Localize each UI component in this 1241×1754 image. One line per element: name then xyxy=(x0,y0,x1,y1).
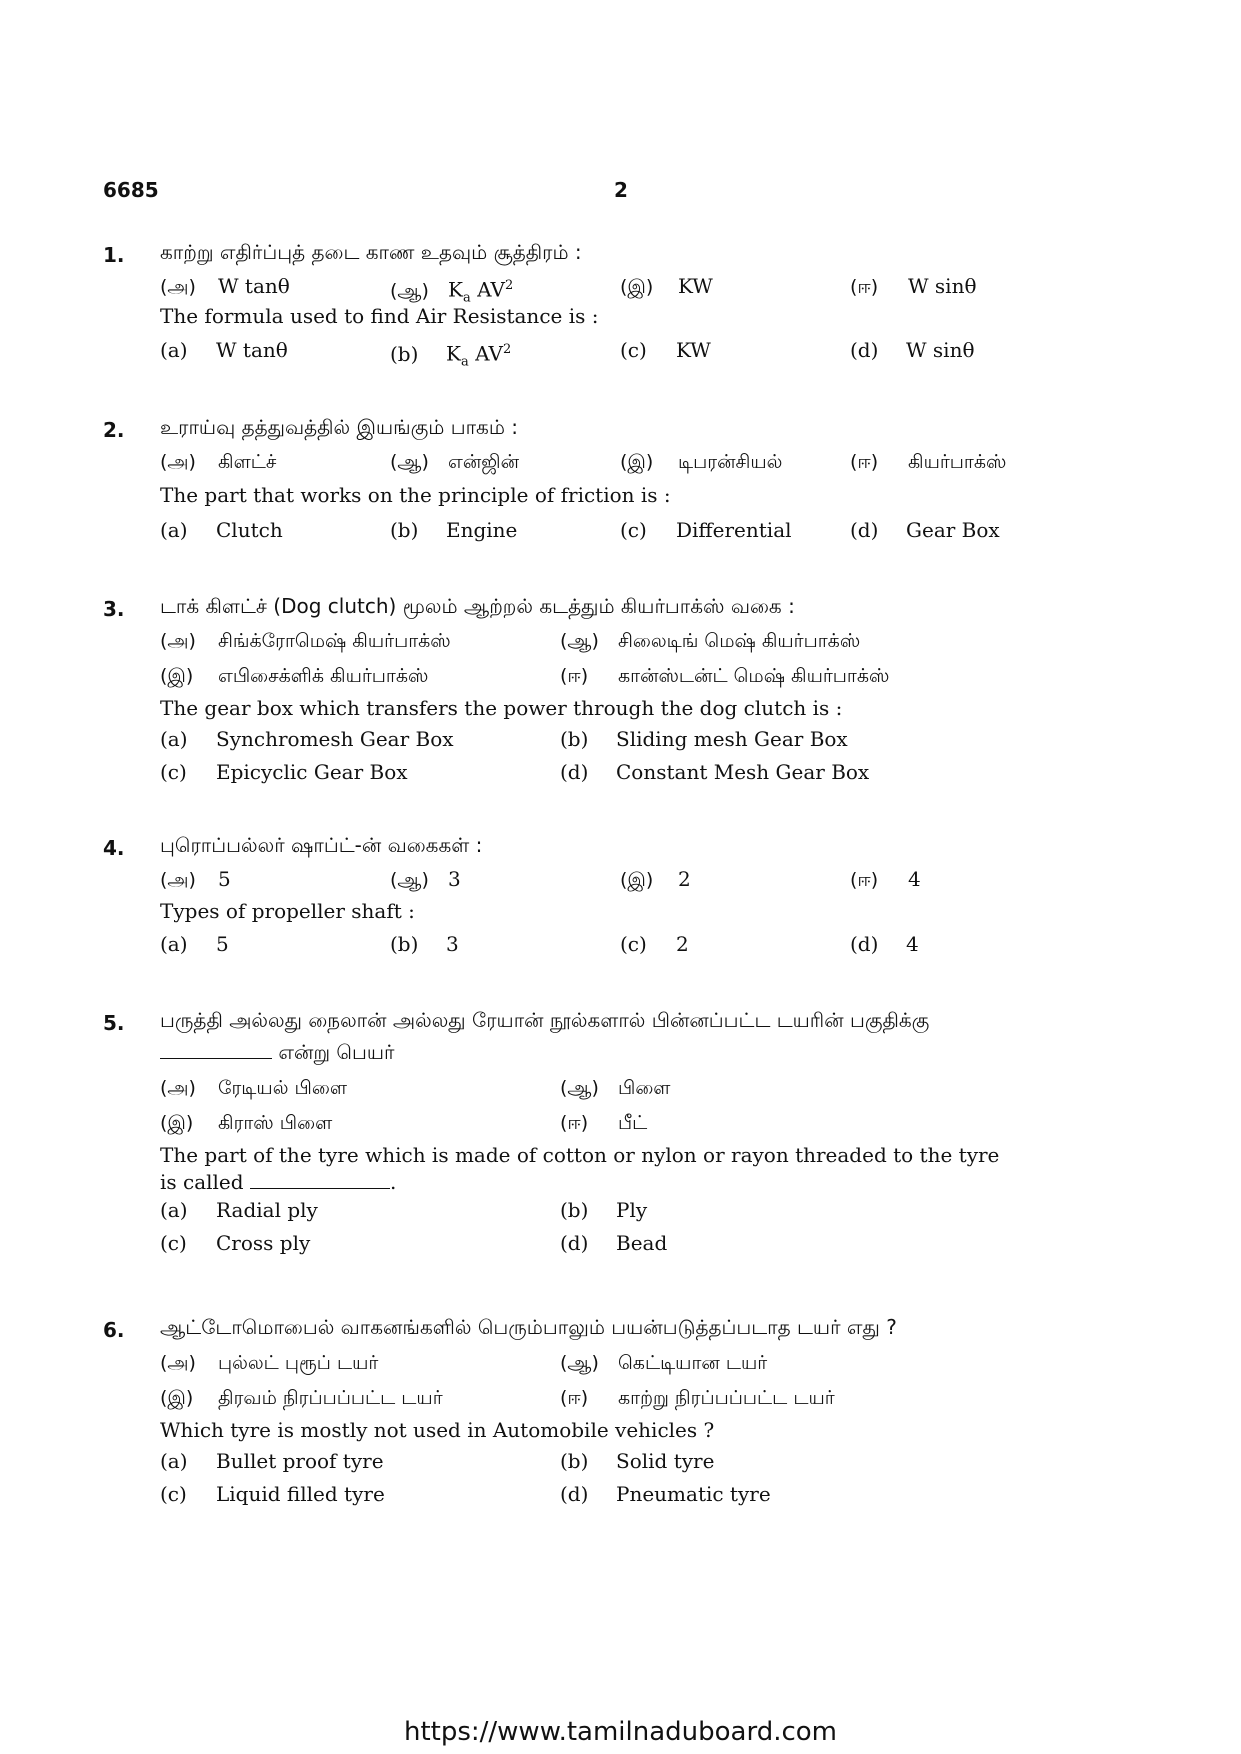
question-1 xyxy=(103,240,1113,373)
option-tamil-a: (அ) 5 xyxy=(160,867,231,891)
option-a: (a) 5 xyxy=(160,932,229,956)
question-number: 1. xyxy=(103,243,125,267)
option-tamil-c: (இ) எபிசைக்ளிக் கியர்பாக்ஸ் xyxy=(160,665,429,687)
option-c: (c) Epicyclic Gear Box xyxy=(160,760,408,784)
question-text-english: Which tyre is mostly not used in Automobile vehicles ? xyxy=(160,1418,715,1442)
option-d: (d) Constant Mesh Gear Box xyxy=(560,760,870,784)
question-number: 4. xyxy=(103,836,125,860)
question-text-english: The formula used to find Air Resistance is : xyxy=(160,304,599,328)
option-tamil-a: (அ) கிளட்ச் xyxy=(160,451,277,473)
option-tamil-b: (ஆ) சிலைடிங் மெஷ் கியர்பாக்ஸ் xyxy=(560,630,861,652)
option-a: (a) Synchromesh Gear Box xyxy=(160,727,454,751)
option-tamil-a: (அ) ரேடியல் பிளை xyxy=(160,1077,347,1099)
option-tamil-c: (இ) கிராஸ் பிளை xyxy=(160,1112,333,1134)
option-tamil-d: (ஈ) கான்ஸ்டன்ட் மெஷ் கியர்பாக்ஸ் xyxy=(560,665,890,687)
option-a: (a) Bullet proof tyre xyxy=(160,1449,384,1473)
option-b: (b) Engine xyxy=(390,518,518,542)
option-tamil-b: (ஆ) 3 xyxy=(390,867,461,891)
option-d: (d) Bead xyxy=(560,1231,668,1255)
option-b: (b) 3 xyxy=(390,932,459,956)
option-tamil-d: (ஈ) காற்று நிரப்பப்பட்ட டயர் xyxy=(560,1387,835,1409)
question-text-english: The gear box which transfers the power through the dog clutch is : xyxy=(160,696,843,720)
option-c: (c) 2 xyxy=(620,932,689,956)
question-text-english: The part of the tyre which is made of cotton or nylon or rayon threaded to the tyre xyxy=(160,1143,1000,1167)
option-tamil-c: (இ) 2 xyxy=(620,867,691,891)
option-tamil-b: (ஆ) கெட்டியான டயர் xyxy=(560,1352,768,1374)
option-d: (d) W sinθ xyxy=(850,338,975,362)
question-text-english: The part that works on the principle of friction is : xyxy=(160,483,671,507)
question-text-tamil: புரொப்பல்லர் ஷாப்ட்-ன் வகைகள் : xyxy=(160,833,483,857)
paper-code: 6685 xyxy=(103,178,159,202)
option-d: (d) 4 xyxy=(850,932,919,956)
option-b: (b) $K_a$ $AV^2$ xyxy=(390,341,512,370)
option-a: (a) W tanθ xyxy=(160,338,288,362)
question-text-tamil-line2: என்று பெயர் xyxy=(160,1037,394,1067)
question-6 xyxy=(103,1315,1113,1508)
option-tamil-a: (அ) சிங்க்ரோமெஷ் கியர்பாக்ஸ் xyxy=(160,630,451,652)
option-tamil-a: (அ) புல்லட் புரூப் டயர் xyxy=(160,1352,379,1374)
page-header xyxy=(103,178,1143,208)
page-number: 2 xyxy=(614,178,628,202)
option-b: (b) Sliding mesh Gear Box xyxy=(560,727,848,751)
option-tamil-b: (ஆ) பிளை xyxy=(560,1077,671,1099)
option-tamil-b: (ஆ) $K_a$ $AV^2$ xyxy=(390,277,514,306)
option-a: (a) Radial ply xyxy=(160,1198,318,1222)
footer-url[interactable]: https://www.tamilnaduboard.com xyxy=(403,1717,838,1747)
option-tamil-c: (இ) திரவம் நிரப்பப்பட்ட டயர் xyxy=(160,1387,443,1409)
option-d: (d) Gear Box xyxy=(850,518,1000,542)
question-text-english: Types of propeller shaft : xyxy=(160,899,415,923)
option-tamil-d: (ஈ) பீட் xyxy=(560,1112,648,1134)
option-c: (c) Cross ply xyxy=(160,1231,311,1255)
question-4 xyxy=(103,833,1113,966)
question-text-tamil: உராய்வு தத்துவத்தில் இயங்கும் பாகம் : xyxy=(160,415,519,439)
option-tamil-c: (இ) டிபரன்சியல் xyxy=(620,451,783,473)
question-number: 3. xyxy=(103,597,125,621)
option-tamil-c: (இ) KW xyxy=(620,274,713,298)
question-text-tamil: பருத்தி அல்லது நைலான் அல்லது ரேயான் நூல்களால் பின்னப்பட்ட டயரின் பகுதிக்கு xyxy=(160,1008,930,1032)
option-tamil-d: (ஈ) 4 xyxy=(850,867,921,891)
option-c: (c) Differential xyxy=(620,518,792,542)
question-5 xyxy=(103,1008,1113,1271)
question-text-tamil: டாக் கிளட்ச் (Dog clutch) மூலம் ஆற்றல் கடத்தும் கியர்பாக்ஸ் வகை : xyxy=(160,594,795,618)
question-text-tamil: காற்று எதிர்ப்புத் தடை காண உதவும் சூத்திரம் : xyxy=(160,240,582,264)
option-tamil-a: (அ) W tanθ xyxy=(160,274,290,298)
option-a: (a) Clutch xyxy=(160,518,283,542)
option-d: (d) Pneumatic tyre xyxy=(560,1482,771,1506)
question-number: 2. xyxy=(103,418,125,442)
option-b: (b) Ply xyxy=(560,1198,648,1222)
option-b: (b) Solid tyre xyxy=(560,1449,715,1473)
option-c: (c) KW xyxy=(620,338,711,362)
question-2 xyxy=(103,415,1113,548)
option-tamil-d: (ஈ) W sinθ xyxy=(850,274,977,298)
question-text-tamil: ஆட்டோமொபைல் வாகனங்களில் பெரும்பாலும் பயன்படுத்தப்படாத டயர் எது ? xyxy=(160,1315,897,1339)
option-tamil-d: (ஈ) கியர்பாக்ஸ் xyxy=(850,451,1007,473)
question-number: 5. xyxy=(103,1011,125,1035)
option-tamil-b: (ஆ) என்ஜின் xyxy=(390,451,519,473)
answer-blank xyxy=(250,1170,390,1189)
answer-blank xyxy=(160,1040,272,1059)
question-text-english-line2: is called . xyxy=(160,1170,397,1194)
option-c: (c) Liquid filled tyre xyxy=(160,1482,385,1506)
question-number: 6. xyxy=(103,1318,125,1342)
question-3 xyxy=(103,594,1113,787)
